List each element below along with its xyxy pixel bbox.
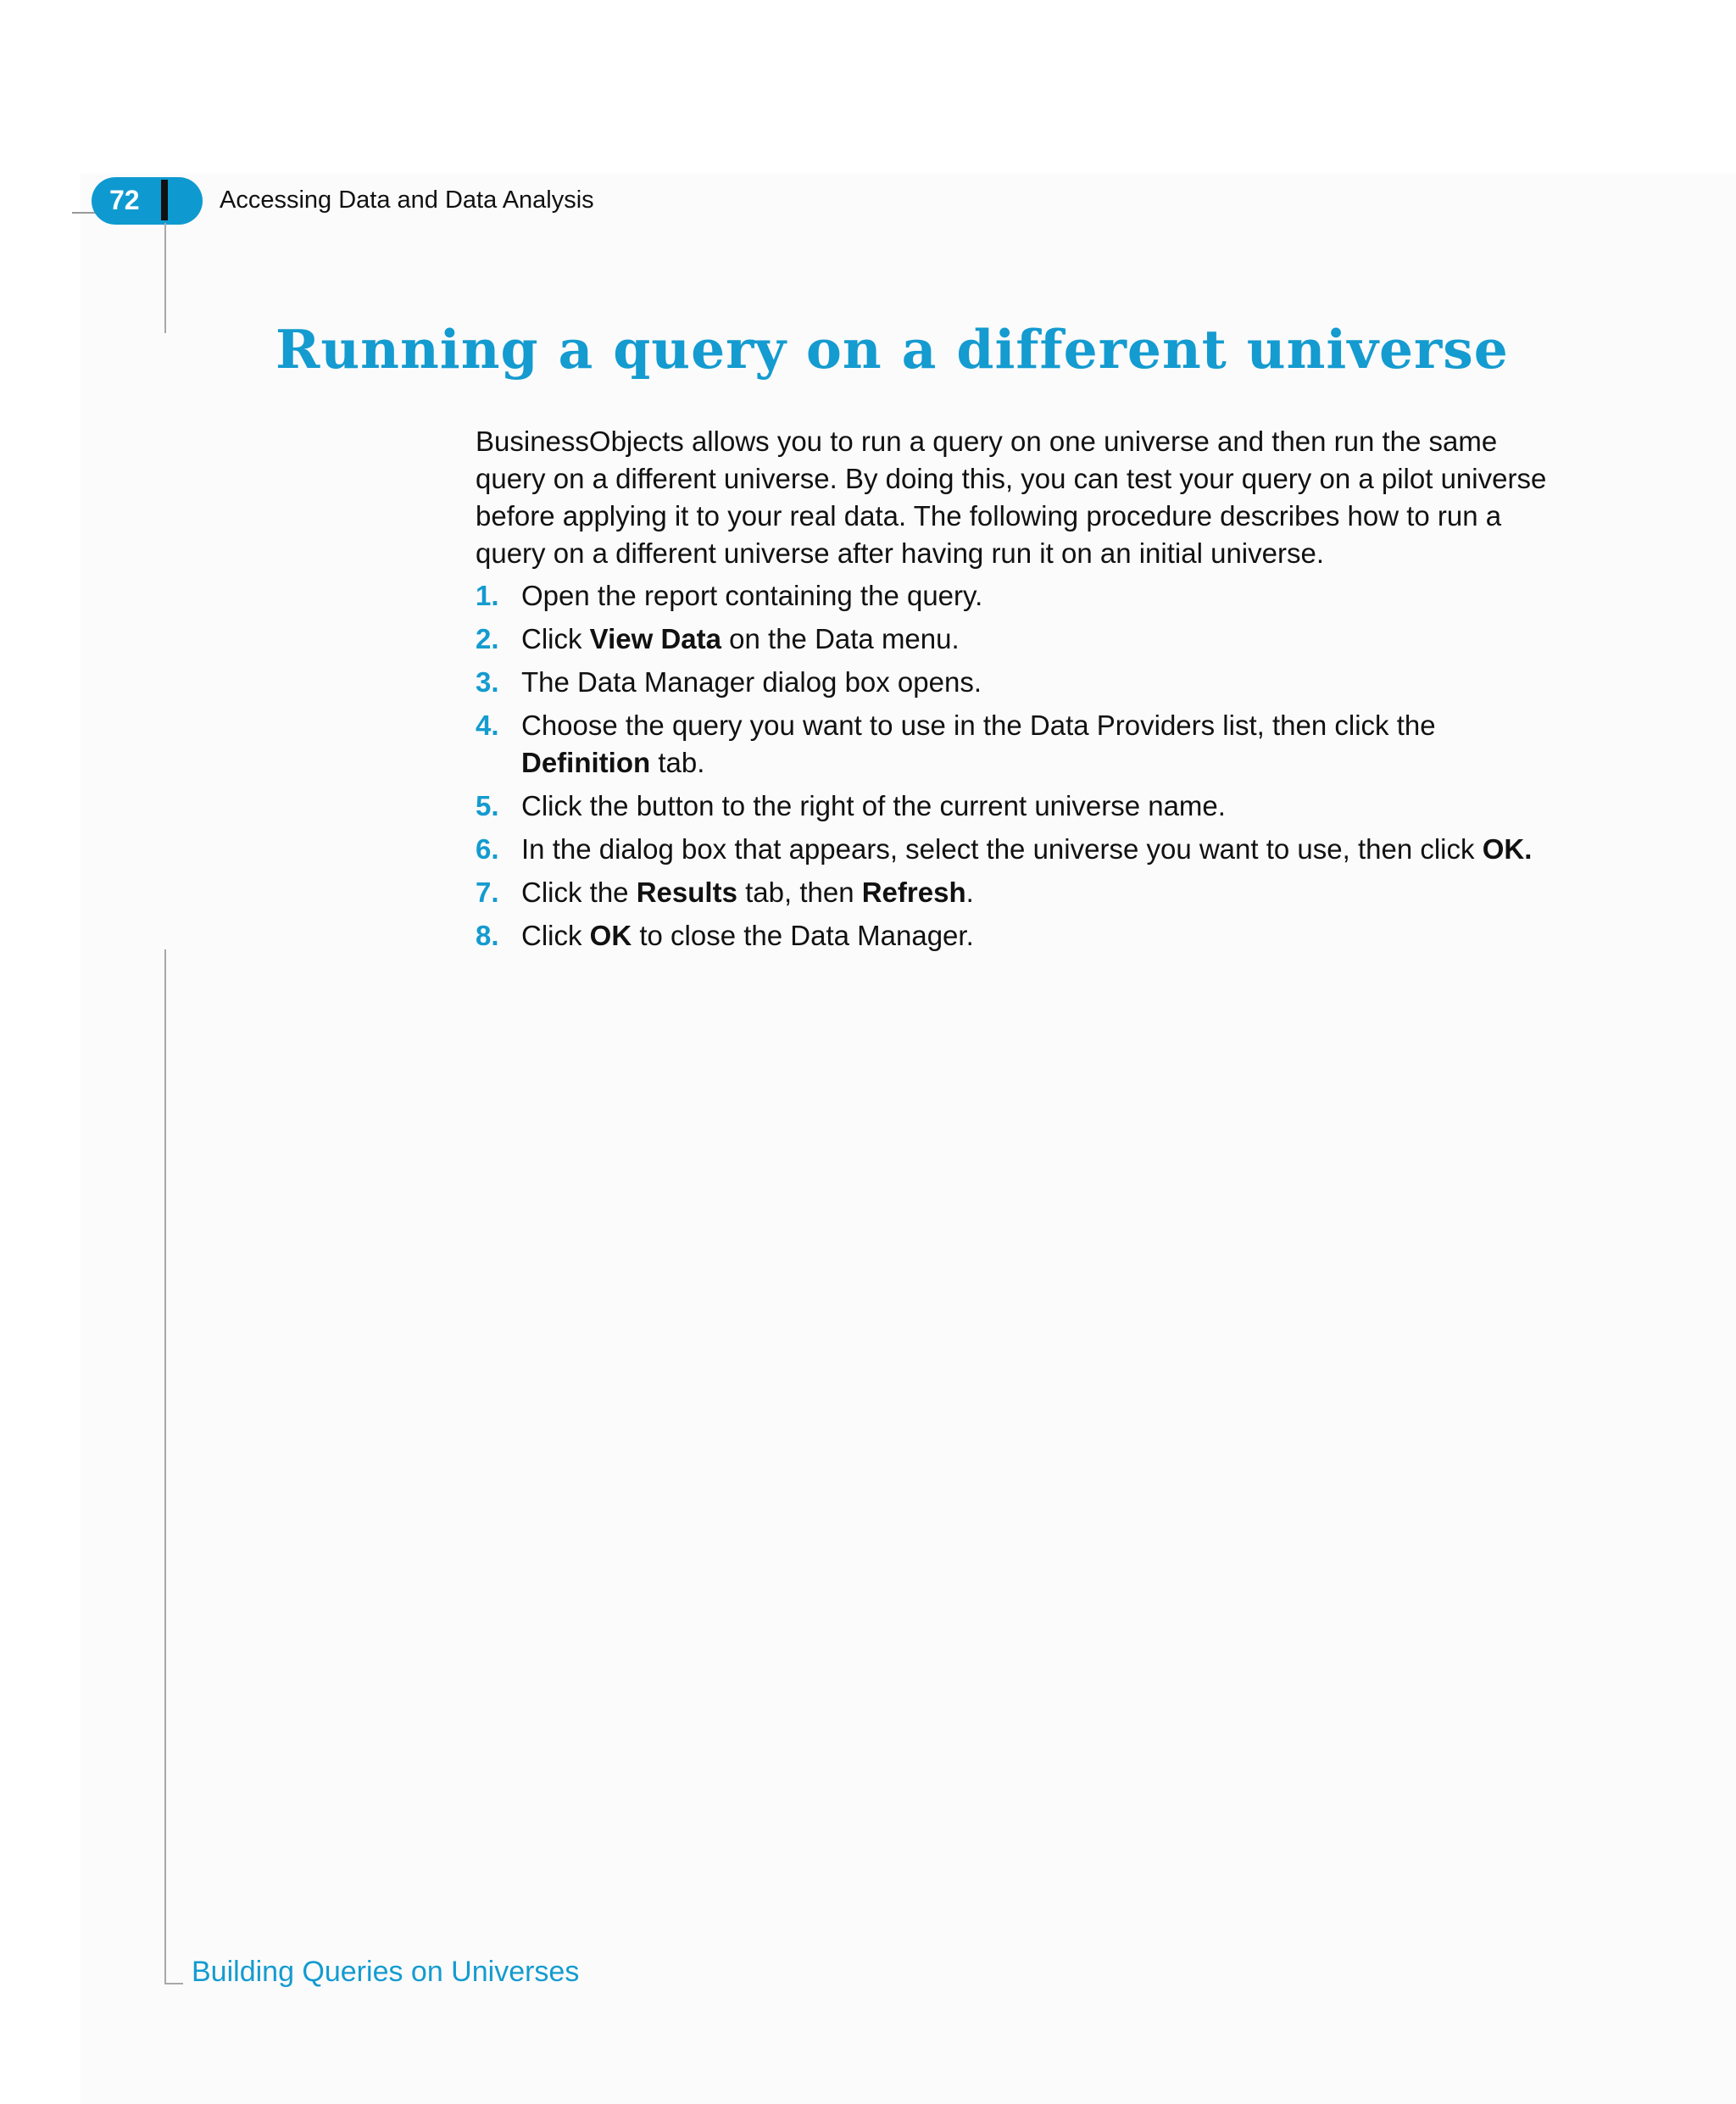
step-text-part: Choose the query you want to use in the Data Providers list, then click the	[521, 710, 1436, 741]
step-text	[521, 707, 1556, 782]
step-number: 6.	[476, 833, 499, 865]
procedure-steps	[476, 577, 1556, 955]
step-text	[521, 621, 1556, 658]
intro-paragraph: BusinessObjects allows you to run a query on one universe and then run the same query on a different universe. By doing this, you can test your query on a pilot universe before applying it to your real data. The following procedure describes how to run a query on a different universe after having run it on an initial universe.	[476, 426, 1547, 569]
step-number: 8.	[476, 920, 499, 951]
step-text-part: Click	[521, 920, 590, 951]
step-text-part: tab.	[650, 747, 705, 778]
step-number: 4.	[476, 710, 499, 741]
running-head: Accessing Data and Data Analysis	[220, 186, 594, 214]
page-number: 72	[109, 185, 140, 215]
step-text-part: The Data Manager dialog box opens.	[521, 666, 982, 698]
step-text	[521, 874, 1556, 911]
step-number: 3.	[476, 666, 499, 698]
chapter-footer: Building Queries on Universes	[192, 1956, 580, 1988]
step-text-part: .	[965, 877, 974, 908]
section-title: Running a query on a different universe	[275, 318, 1509, 381]
step-number: 1.	[476, 580, 499, 611]
step-number: 2.	[476, 623, 499, 654]
step-number: 7.	[476, 877, 499, 908]
page-tab-marker	[161, 180, 168, 220]
section-content	[476, 423, 1556, 960]
step-text-emphasis: Results	[636, 877, 737, 908]
margin-rule-top	[164, 223, 166, 333]
step-text-emphasis: OK.	[1482, 833, 1533, 865]
step-item	[476, 917, 1556, 955]
step-item	[476, 831, 1556, 868]
footer-rule	[164, 1983, 183, 1984]
step-text	[521, 664, 1556, 701]
step-text-part: Open the report containing the query.	[521, 580, 983, 611]
step-text	[521, 577, 1556, 615]
step-item	[476, 788, 1556, 825]
step-text	[521, 917, 1556, 955]
step-number: 5.	[476, 790, 499, 821]
step-item	[476, 577, 1556, 615]
step-text-part: on the Data menu.	[721, 623, 960, 654]
step-item	[476, 621, 1556, 658]
step-text-part: to close the Data Manager.	[632, 920, 974, 951]
step-text-emphasis: View Data	[589, 623, 721, 654]
step-text-part: Click	[521, 623, 590, 654]
step-text	[521, 788, 1556, 825]
step-text-part: Click the button to the right of the current universe name.	[521, 790, 1226, 821]
step-text-emphasis: OK	[589, 920, 632, 951]
step-text	[521, 831, 1556, 868]
step-item	[476, 664, 1556, 701]
step-text-part: tab, then	[737, 877, 862, 908]
margin-rule-bottom	[164, 949, 166, 1984]
step-text-emphasis: Definition	[521, 747, 651, 778]
page-number-tab	[92, 177, 203, 225]
step-item	[476, 707, 1556, 782]
step-text-part: Click the	[521, 877, 637, 908]
step-text-emphasis: Refresh	[861, 877, 966, 908]
step-text-part: In the dialog box that appears, select the universe you want to use, then click	[521, 833, 1483, 865]
step-item	[476, 874, 1556, 911]
